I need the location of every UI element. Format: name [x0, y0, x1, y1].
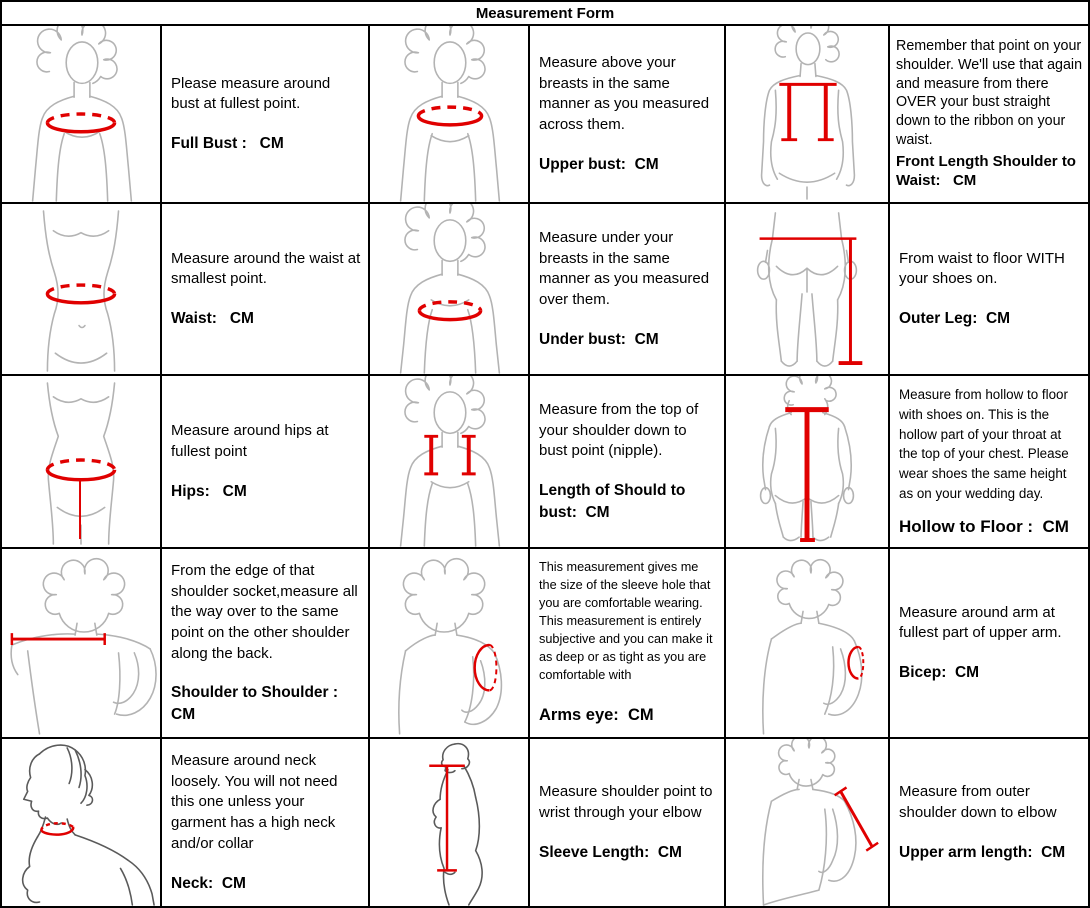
figure-cell-upper-arm-length	[726, 739, 890, 906]
full-bust-figure-illustration	[2, 26, 160, 202]
text-cell-sleeve-length	[530, 739, 726, 906]
hips-figure-illustration	[2, 376, 160, 547]
outer-leg-figure-illustration	[726, 204, 888, 374]
figure-cell-arms-eye	[370, 549, 530, 739]
waist-figure-illustration	[2, 204, 160, 374]
measurement-label: Neck: CM	[171, 874, 246, 892]
measurement-label: Bicep: CM	[899, 664, 980, 681]
measurement-label: Full Bust : CM	[171, 135, 284, 152]
measurement-label: Hips: CM	[171, 482, 247, 500]
text-cell-hollow-to-floor	[890, 376, 1088, 549]
hollow-to-floor-figure-illustration	[726, 376, 888, 547]
instruction-text: Measure around hips at fullest point	[171, 422, 333, 460]
figure-cell-shoulder-to-shoulder	[2, 549, 162, 739]
neck-figure-illustration	[2, 739, 160, 906]
shoulder-to-shoulder-figure-illustration	[2, 549, 160, 737]
instruction-text: This measurement gives me the size of the sleeve hole that you are comfortable wearing. This measurement is entirely subjective and you can make it as deep or as tight as you are comfortable with	[539, 560, 717, 683]
figure-cell-hips	[2, 376, 162, 549]
arms-eye-figure-illustration	[370, 549, 528, 737]
instruction-text: Measure around the waist at smallest point.	[171, 249, 365, 288]
measurement-label: Upper arm length: CM	[899, 843, 1066, 861]
measurement-label: Under bust: CM	[539, 330, 659, 348]
text-cell-shoulder-to-bust	[530, 376, 726, 549]
figure-cell-neck	[2, 739, 162, 906]
instruction-text: Measure under your breasts in the same manner as you measured over them.	[539, 228, 714, 308]
measurement-label: Arms eye: CM	[539, 706, 654, 725]
text-cell-outer-leg	[890, 204, 1088, 376]
figure-cell-sleeve-length	[370, 739, 530, 906]
figure-cell-waist	[2, 204, 162, 376]
instruction-text: From the edge of that shoulder socket,measure all the way over to the same point on the other shoulder along the back.	[171, 561, 362, 662]
bicep-figure-illustration	[726, 549, 888, 737]
measurement-label: Waist: CM	[171, 310, 254, 327]
text-cell-upper-arm-length	[890, 739, 1088, 906]
text-cell-hips	[162, 376, 370, 549]
measurement-label: Upper bust: CM	[539, 155, 659, 173]
figure-cell-outer-leg	[726, 204, 890, 376]
front-length-figure-illustration	[726, 26, 888, 202]
measurement-label: Length of Should to bust: CM	[539, 482, 690, 521]
form-title: Measurement Form	[2, 2, 1088, 26]
figure-cell-full-bust	[2, 26, 162, 204]
figure-cell-hollow-to-floor	[726, 376, 890, 549]
instruction-text: Please measure around bust at fullest point.	[171, 74, 335, 113]
under-bust-figure-illustration	[370, 204, 528, 374]
instruction-text: Measure from hollow to floor with shoes on. This is the hollow part of your throat at the top of your chest. Please wear shoes the same height as on your wedding day.	[899, 387, 1073, 501]
text-cell-waist	[162, 204, 370, 376]
upper-bust-figure-illustration	[370, 26, 528, 202]
figure-cell-upper-bust	[370, 26, 530, 204]
instruction-text: Measure from outer shoulder down to elbow	[899, 783, 1057, 821]
instruction-text: Measure shoulder point to wrist through your elbow	[539, 783, 717, 821]
figure-cell-under-bust	[370, 204, 530, 376]
instruction-text: Measure from the top of your shoulder down to bust point (nipple).	[539, 401, 703, 460]
measurement-label: Hollow to Floor : CM	[899, 517, 1069, 537]
shoulder-to-bust-figure-illustration	[370, 376, 528, 547]
instruction-text: Measure around neck loosely. You will not need this one unless your garment has a high neck and/or collar	[171, 752, 342, 852]
measurement-label: Sleeve Length: CM	[539, 843, 682, 861]
measurement-label: Outer Leg: CM	[899, 310, 1011, 327]
figure-cell-shoulder-to-bust	[370, 376, 530, 549]
upper-arm-length-figure-illustration	[726, 739, 888, 906]
text-cell-neck	[162, 739, 370, 906]
instruction-text: From waist to floor WITH your shoes on.	[899, 249, 1070, 288]
text-cell-bicep	[890, 549, 1088, 739]
text-cell-front-length	[890, 26, 1088, 204]
text-cell-under-bust	[530, 204, 726, 376]
instruction-text: Measure around arm at fullest part of upper arm.	[899, 603, 1062, 642]
figure-cell-front-length	[726, 26, 890, 204]
text-cell-full-bust	[162, 26, 370, 204]
measurement-label: Front Length Shoulder to Waist: CM	[896, 152, 1081, 190]
instruction-text: Measure above your breasts in the same manner as you measured across them.	[539, 53, 714, 133]
measurement-label: Shoulder to Shoulder : CM	[171, 684, 343, 723]
text-cell-arms-eye	[530, 549, 726, 739]
instruction-text: Remember that point on your shoulder. We'll use that again and measure from there OVER your bust straight down to the ribbon on your waist.	[896, 38, 1087, 148]
sleeve-length-figure-illustration	[370, 739, 528, 906]
figure-cell-bicep	[726, 549, 890, 739]
text-cell-shoulder-to-shoulder	[162, 549, 370, 739]
text-cell-upper-bust	[530, 26, 726, 204]
